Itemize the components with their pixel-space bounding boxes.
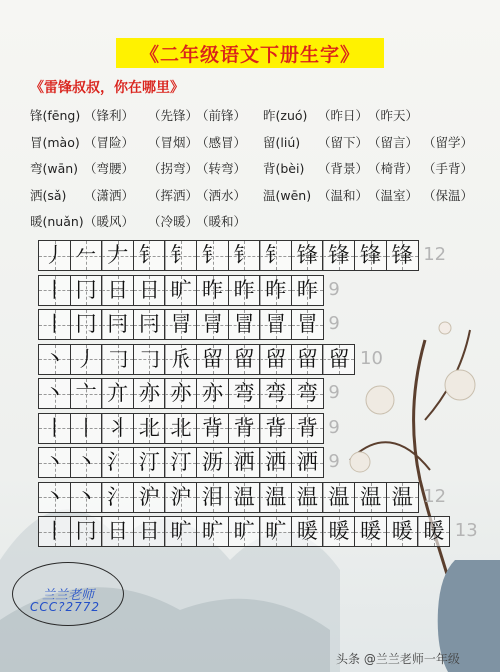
stroke-count: 12 <box>423 485 447 507</box>
vocab-word: （留下） <box>318 134 369 150</box>
stroke-step: 丨 <box>44 519 65 543</box>
stroke-cell <box>70 344 103 375</box>
stroke-cell <box>196 240 229 271</box>
stroke-row <box>38 378 324 409</box>
stroke-cell <box>164 309 197 340</box>
vocab-word: （暖和） <box>196 214 247 229</box>
stroke-cell <box>133 275 166 306</box>
stroke-cell <box>259 413 292 444</box>
stroke-step: 锋 <box>328 243 350 267</box>
stroke-count: 12 <box>423 244 447 265</box>
stroke-cell <box>228 413 261 444</box>
stroke-step: 亦 <box>138 381 160 405</box>
stroke-step: 𠂇 <box>107 243 129 267</box>
vocab-headword: 锋(fēng) <box>30 108 81 123</box>
stroke-step: 弯 <box>233 381 255 405</box>
stroke-step: 北 <box>138 415 160 440</box>
stroke-cell <box>291 378 324 409</box>
stroke-step: 留 <box>233 346 255 371</box>
stroke-cell <box>196 275 229 306</box>
stroke-cell <box>164 378 197 409</box>
vocab-word: （保温） <box>423 187 474 203</box>
stroke-cell <box>196 482 229 513</box>
vocab-word: （昨日） <box>318 108 369 123</box>
stroke-step: 锋 <box>391 243 413 267</box>
stroke-step: 旷 <box>233 519 255 543</box>
stroke-step: 温 <box>391 484 413 509</box>
stroke-cell <box>164 344 197 375</box>
stroke-cell <box>322 344 355 375</box>
stroke-cell <box>133 447 166 478</box>
stroke-step: 汀 <box>170 450 192 474</box>
stroke-cell <box>386 482 419 513</box>
stroke-cell <box>164 516 197 547</box>
vocab-word: （潇洒） <box>84 187 135 203</box>
stroke-cell <box>196 447 229 478</box>
stroke-step: 亣 <box>107 381 129 405</box>
stroke-step: 日 <box>138 277 160 302</box>
page-title: 《二年级语文下册生字》 <box>116 38 384 68</box>
stroke-step: 冃 <box>107 312 129 336</box>
stamp-name: 兰兰老师 <box>42 588 95 603</box>
stroke-step: 背 <box>202 415 224 440</box>
stroke-step: 洒 <box>296 450 318 474</box>
stroke-row <box>38 309 324 340</box>
flower-shape <box>366 386 394 414</box>
stroke-cell <box>38 447 71 478</box>
stroke-step: 冂 <box>75 277 97 302</box>
stroke-cell <box>259 516 292 547</box>
stroke-step: 钅 <box>138 243 160 267</box>
stroke-cell <box>228 240 261 271</box>
stroke-step: 留 <box>202 346 224 371</box>
stroke-step: 𠃌 <box>107 346 129 371</box>
flower-shape <box>445 370 475 400</box>
stroke-step: 温 <box>296 484 318 509</box>
stroke-cell <box>354 482 387 513</box>
stroke-cell <box>259 482 292 513</box>
stroke-cell <box>133 516 166 547</box>
vocab-word: （锋利） <box>84 108 135 123</box>
vocab-word: （背景） <box>318 161 369 176</box>
stroke-row <box>38 275 324 306</box>
stroke-cell <box>101 447 134 478</box>
stroke-step: 𠃌 <box>138 346 160 371</box>
stroke-step: 丨 <box>44 312 65 336</box>
stroke-count: 13 <box>454 520 478 541</box>
lesson-title: 《雷锋叔叔，你在哪里》 <box>30 80 184 96</box>
stroke-step: 丨 <box>44 277 65 302</box>
stroke-cell <box>417 516 450 547</box>
stroke-cell <box>38 516 71 547</box>
stroke-cell <box>101 413 134 444</box>
stroke-cell <box>291 413 324 444</box>
stroke-cell <box>133 309 166 340</box>
stroke-cell <box>196 309 229 340</box>
stroke-row <box>38 482 419 513</box>
vocab-headword: 留(liú) <box>263 134 301 150</box>
stroke-cell <box>259 240 292 271</box>
stroke-row <box>38 413 324 444</box>
stroke-step: 洒 <box>233 450 255 474</box>
stroke-step: 锋 <box>360 243 382 267</box>
stroke-cell <box>70 378 103 409</box>
flower-shape <box>350 452 370 472</box>
stroke-step: 日 <box>138 519 160 543</box>
stroke-step: 暖 <box>391 519 413 543</box>
vocab-word: （温室） <box>368 187 419 203</box>
stroke-step: 丨 <box>44 415 65 440</box>
stroke-cell <box>322 482 355 513</box>
stroke-step: 钅 <box>170 243 192 267</box>
stroke-step: 冐 <box>170 312 192 336</box>
stroke-count: 9 <box>328 451 340 472</box>
stroke-cell <box>259 378 292 409</box>
stroke-step: 冃 <box>138 312 160 336</box>
stroke-step: 𠂉 <box>75 243 97 267</box>
vocab-word: （留言） <box>368 134 419 150</box>
stroke-step: 丨 <box>75 415 97 440</box>
stroke-cell <box>70 275 103 306</box>
stroke-step: 亦 <box>202 381 224 405</box>
stroke-step: 丶 <box>75 484 97 509</box>
stroke-cell <box>354 516 387 547</box>
stroke-cell <box>38 344 71 375</box>
vocab-word: （手背） <box>423 161 474 176</box>
vocab-word: （昨天） <box>368 108 419 123</box>
stroke-step: 氵 <box>107 484 129 509</box>
stroke-cell <box>228 309 261 340</box>
stroke-step: 丶 <box>44 381 65 405</box>
stroke-step: 冒 <box>296 312 318 336</box>
stroke-step: 钅 <box>202 243 224 267</box>
stroke-count: 9 <box>328 313 340 334</box>
stroke-step: 留 <box>296 346 318 371</box>
stroke-step: 钅 <box>265 243 287 267</box>
stroke-cell <box>354 240 387 271</box>
vocab-word: （先锋） <box>148 108 199 123</box>
stroke-cell <box>133 344 166 375</box>
vocab-word: （留学） <box>423 134 474 150</box>
vocab-word: （暖风） <box>84 214 135 229</box>
stroke-step: 丶 <box>44 484 65 509</box>
stroke-step: 旷 <box>265 519 287 543</box>
stroke-step: 𠂢 <box>170 346 192 371</box>
stroke-cell <box>101 378 134 409</box>
stroke-cell <box>101 309 134 340</box>
stroke-cell <box>196 378 229 409</box>
stroke-cell <box>70 309 103 340</box>
stroke-cell <box>259 275 292 306</box>
stroke-count: 9 <box>328 382 340 403</box>
stroke-cell <box>228 482 261 513</box>
stroke-cell <box>164 275 197 306</box>
stroke-cell <box>228 447 261 478</box>
stroke-cell <box>70 482 103 513</box>
stroke-step: 暖 <box>360 519 382 543</box>
stroke-cell <box>70 447 103 478</box>
footer-credit: 头条 @兰兰老师一年级 <box>336 652 460 666</box>
stroke-step: 昨 <box>296 277 318 302</box>
stroke-step: 泪 <box>202 484 224 509</box>
stroke-cell <box>164 413 197 444</box>
stroke-step: 亠 <box>75 381 97 405</box>
stroke-step: 日 <box>107 277 129 302</box>
stroke-step: 沪 <box>170 484 192 509</box>
stroke-count: 10 <box>360 347 383 369</box>
stroke-cell <box>101 516 134 547</box>
stamp-code: CCC?2772 <box>30 600 101 614</box>
stroke-step: 冂 <box>75 519 97 543</box>
stroke-step: 旷 <box>170 519 192 543</box>
stroke-step: 丶 <box>44 346 65 371</box>
stroke-cell <box>291 275 324 306</box>
stroke-cell <box>38 309 71 340</box>
stroke-cell <box>196 344 229 375</box>
stroke-step: 旷 <box>202 519 224 543</box>
stroke-step: 锋 <box>296 243 318 267</box>
vocab-word: （转弯） <box>196 161 247 176</box>
vocab-word: （洒水） <box>196 187 247 203</box>
vocab-word: （拐弯） <box>148 161 199 176</box>
vocab-headword: 暖(nuǎn) <box>30 214 84 229</box>
stroke-cell <box>291 516 324 547</box>
vocab-word: （冷暖） <box>148 214 199 229</box>
stroke-cell <box>291 240 324 271</box>
stroke-cell <box>38 240 71 271</box>
vocab-word: （温和） <box>318 187 369 203</box>
stroke-step: 留 <box>265 346 287 371</box>
stroke-cell <box>291 482 324 513</box>
stroke-cell <box>133 378 166 409</box>
stroke-step: 丶 <box>44 450 65 474</box>
stroke-step: 背 <box>265 415 287 440</box>
stroke-cell <box>386 516 419 547</box>
stroke-step: 冐 <box>202 312 224 336</box>
stroke-count: 9 <box>328 278 340 300</box>
stroke-row <box>38 516 450 547</box>
stroke-step: 冂 <box>75 312 97 336</box>
vocab-headword: 背(bèi) <box>263 161 305 176</box>
stroke-cell <box>386 240 419 271</box>
stroke-cell <box>259 309 292 340</box>
stroke-cell <box>133 240 166 271</box>
stroke-cell <box>164 482 197 513</box>
vocab-word: （冒险） <box>84 134 135 150</box>
stroke-cell <box>322 516 355 547</box>
stroke-step: 弯 <box>296 381 318 405</box>
stroke-step: 温 <box>360 484 382 509</box>
stroke-cell <box>228 378 261 409</box>
vocab-word: （冒烟） <box>148 134 199 150</box>
stroke-cell <box>38 378 71 409</box>
vocab-word: （感冒） <box>196 134 247 150</box>
vocab-word: （前锋） <box>196 108 247 123</box>
stroke-step: 亦 <box>170 381 192 405</box>
stroke-step: 背 <box>233 415 255 440</box>
stroke-step: 冒 <box>233 312 255 336</box>
vocab-word: （弯腰） <box>84 161 135 176</box>
stroke-cell <box>259 447 292 478</box>
stroke-cell <box>228 275 261 306</box>
stroke-row <box>38 240 419 271</box>
stroke-step: 北 <box>170 415 192 440</box>
stroke-cell <box>322 240 355 271</box>
stroke-cell <box>70 413 103 444</box>
vocab-headword: 弯(wān) <box>30 161 79 176</box>
stroke-step: 留 <box>328 346 350 371</box>
stroke-step: 背 <box>296 415 318 440</box>
stroke-cell <box>164 447 197 478</box>
stroke-step: 暖 <box>423 519 445 543</box>
flower-shape <box>439 322 451 334</box>
vocab-headword: 洒(sǎ) <box>30 187 67 203</box>
vocab-word: （椅背） <box>368 161 419 176</box>
stroke-step: 氵 <box>107 450 129 474</box>
stroke-cell <box>133 482 166 513</box>
stroke-row <box>38 344 355 375</box>
stroke-step: 暖 <box>328 519 350 543</box>
stroke-cell <box>291 447 324 478</box>
vocab-headword: 温(wēn) <box>263 187 312 203</box>
stroke-step: 暖 <box>296 519 318 543</box>
stroke-step: 昨 <box>202 277 224 302</box>
stroke-cell <box>101 344 134 375</box>
stroke-cell <box>38 275 71 306</box>
stroke-step: 钅 <box>233 243 255 267</box>
stroke-step: 冒 <box>265 312 287 336</box>
stroke-step: 沥 <box>202 450 224 474</box>
stroke-cell <box>228 516 261 547</box>
stroke-step: 旷 <box>170 277 192 302</box>
stroke-step: 洒 <box>265 450 287 474</box>
stroke-cell <box>38 413 71 444</box>
stroke-step: 汀 <box>138 450 160 474</box>
stroke-step: 昨 <box>265 277 287 302</box>
stroke-step: 温 <box>328 484 350 509</box>
stroke-step: 温 <box>265 484 287 509</box>
stroke-cell <box>196 413 229 444</box>
stroke-step: 丶 <box>75 450 97 474</box>
stroke-step: 弯 <box>265 381 287 405</box>
stroke-cell <box>291 344 324 375</box>
stroke-step: 温 <box>233 484 255 509</box>
stroke-cell <box>259 344 292 375</box>
vocab-headword: 昨(zuó) <box>263 108 308 123</box>
stroke-step: 日 <box>107 519 129 543</box>
stroke-cell <box>101 240 134 271</box>
stroke-step: 沪 <box>138 484 160 509</box>
stroke-cell <box>228 344 261 375</box>
stroke-cell <box>101 482 134 513</box>
stroke-cell <box>38 482 71 513</box>
vocab-headword: 冒(mào) <box>30 134 80 150</box>
stroke-cell <box>101 275 134 306</box>
stroke-cell <box>70 516 103 547</box>
stroke-cell <box>70 240 103 271</box>
stroke-step: 昨 <box>233 277 255 302</box>
stroke-step: 丬 <box>107 415 129 440</box>
vocab-word: （挥洒） <box>148 187 199 203</box>
stroke-step: 丿 <box>44 243 65 267</box>
stroke-cell <box>291 309 324 340</box>
stroke-cell <box>164 240 197 271</box>
stroke-row <box>38 447 324 478</box>
stroke-count: 9 <box>328 416 340 438</box>
stroke-step: 丿 <box>75 346 97 371</box>
stroke-cell <box>133 413 166 444</box>
stroke-cell <box>196 516 229 547</box>
